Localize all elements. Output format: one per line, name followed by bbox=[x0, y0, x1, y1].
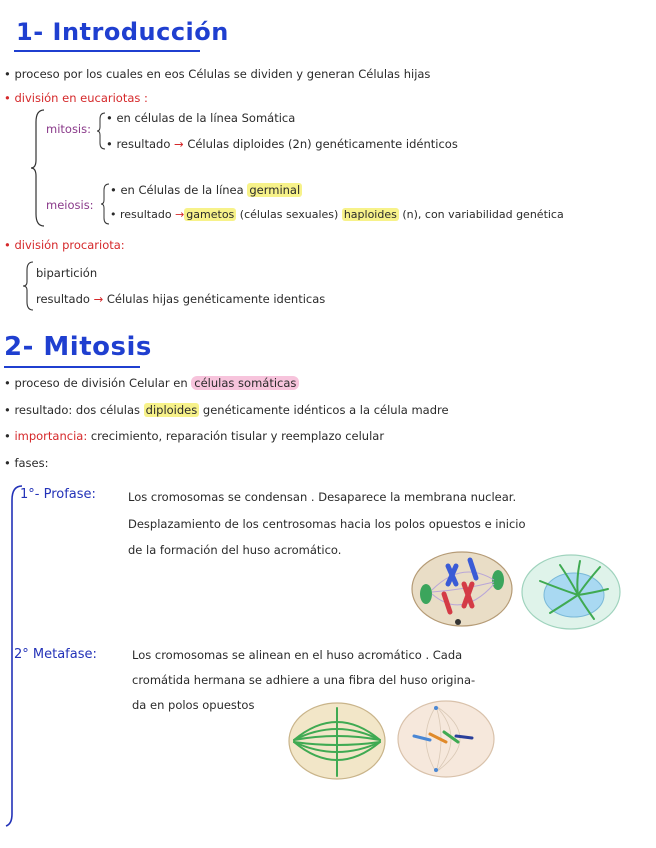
prophase-nucleus-illustration bbox=[520, 553, 622, 631]
mitosis-brace bbox=[96, 111, 106, 151]
meiosis-brace bbox=[100, 182, 110, 226]
metafase-line-2: cromátida hermana se adhiere a una fibra del huso origina- bbox=[132, 673, 476, 687]
eucariotas-brace bbox=[30, 108, 46, 228]
metafase-line-3: da en polos opuestos bbox=[132, 698, 255, 712]
prophase-cell-illustration bbox=[410, 550, 514, 628]
profase-label: 1°- Profase: bbox=[20, 487, 96, 502]
bullet-proceso-mitosis: • proceso de división Celular en células somáticas bbox=[4, 376, 299, 390]
metaphase-chromosomes-illustration bbox=[396, 698, 496, 780]
title-underline bbox=[4, 366, 140, 368]
mitosis-line-1: • en células de la línea Somática bbox=[106, 111, 296, 125]
mitosis-line-2: • resultado → Células diploides (2n) genéticamente idénticos bbox=[106, 137, 458, 151]
profase-line-1: Los cromosomas se condensan . Desaparece la membrana nuclear. bbox=[128, 490, 517, 504]
bullet-resultado: • resultado: dos células diploides genéticamente idénticos a la célula madre bbox=[4, 403, 449, 417]
section-1-title: 1- Introducción bbox=[16, 18, 229, 46]
meiosis-line-2: • resultado → gametos (células sexuales) haploides (n), con variabilidad genética bbox=[110, 208, 564, 221]
eucariotas-label: • división en eucariotas : bbox=[4, 91, 148, 105]
profase-line-3: de la formación del huso acromático. bbox=[128, 543, 342, 557]
arrow-icon: → bbox=[93, 292, 104, 306]
procariota-line-1: bipartición bbox=[36, 266, 98, 280]
procariota-brace bbox=[22, 260, 34, 312]
arrow-icon: → bbox=[174, 137, 184, 151]
meiosis-label: meiosis: bbox=[46, 198, 94, 212]
bullet-importancia: • importancia: crecimiento, reparación tisular y reemplazo celular bbox=[4, 429, 385, 443]
procariota-line-2: resultado → Células hijas genéticamente identicas bbox=[36, 292, 326, 306]
profase-line-2: Desplazamiento de los centrosomas hacia los polos opuestos e inicio bbox=[128, 517, 526, 531]
metaphase-spindle-illustration bbox=[286, 700, 388, 782]
mitosis-label: mitosis: bbox=[46, 122, 91, 136]
metafase-line-1: Los cromosomas se alinean en el huso acromático . Cada bbox=[132, 648, 463, 662]
meiosis-line-1: • en Células de la línea germinal bbox=[110, 183, 301, 197]
bullet-fases: • fases: bbox=[4, 456, 49, 470]
phases-bracket bbox=[4, 484, 24, 848]
procariota-label: • división procariota: bbox=[4, 238, 125, 252]
arrow-icon: → bbox=[175, 208, 185, 221]
bullet-proceso: • proceso por los cuales en eos Células se dividen y generan Células hijas bbox=[4, 67, 431, 81]
title-underline bbox=[14, 50, 200, 52]
metafase-label: 2° Metafase: bbox=[14, 647, 97, 662]
section-2-title: 2- Mitosis bbox=[4, 332, 152, 362]
